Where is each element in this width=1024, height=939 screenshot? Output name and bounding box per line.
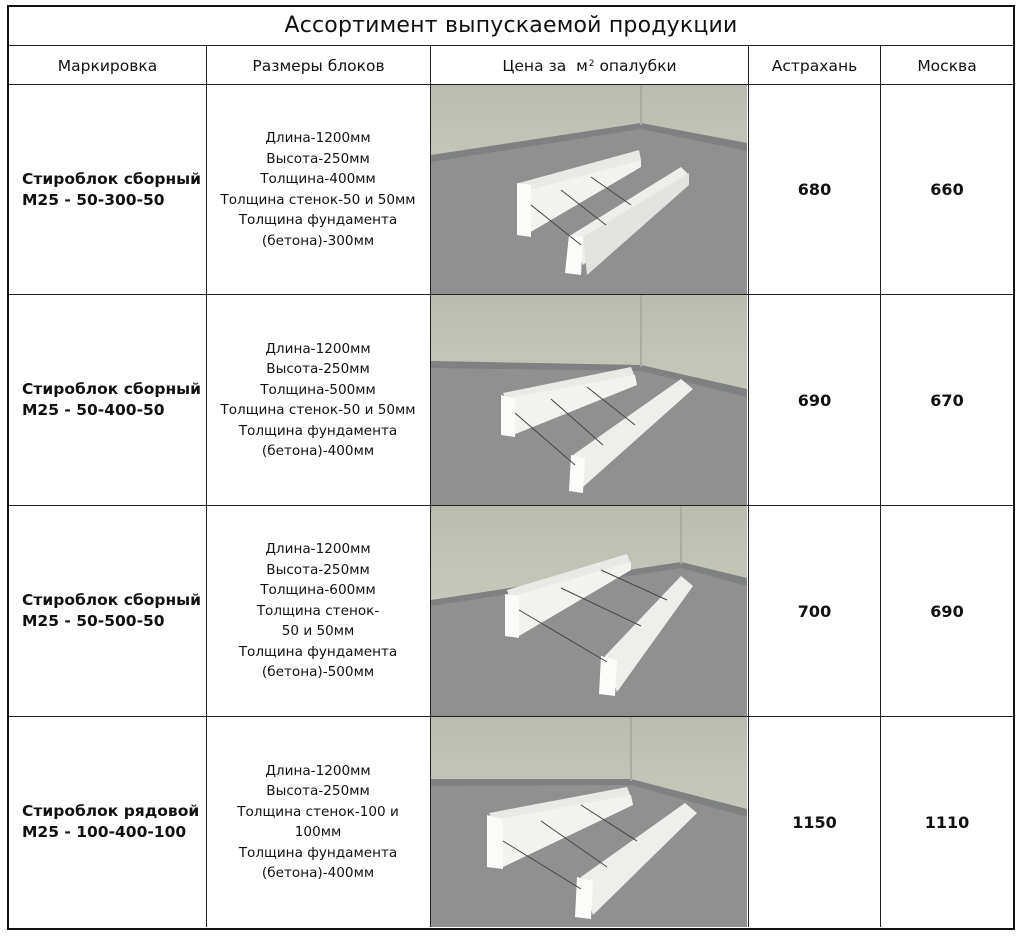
- page-title: Ассортимент выпускаемой продукции: [284, 12, 738, 38]
- header-price-sup: 2: [588, 58, 595, 69]
- dim-line: Длина-1200мм: [265, 130, 371, 146]
- dim-line: Толщина стенок-50 и 50мм: [220, 402, 416, 418]
- row-2-name: Стироблок сборный: [22, 380, 202, 398]
- row-2-marking: [22, 295, 204, 505]
- dim-line: Толщина-400мм: [260, 171, 376, 187]
- header-price: [431, 47, 748, 84]
- header-price-prefix: Цена за м: [502, 56, 588, 75]
- row-1-price-astrakhan: 680: [797, 180, 832, 199]
- row-3-photo: [431, 506, 747, 716]
- dim-line: Высота-250мм: [266, 783, 370, 799]
- dim-line: Толщина фундамента: [238, 212, 398, 228]
- row-3-code: М25 - 50-500-50: [22, 612, 165, 630]
- row-3-name: Стироблок сборный: [22, 591, 202, 609]
- dim-line: (бетона)-300мм: [261, 232, 375, 249]
- dim-line: Длина-1200мм: [265, 762, 371, 779]
- header-city-astrakhan: Астрахань: [771, 56, 858, 75]
- row-2-photo: [431, 295, 747, 505]
- dim-line: Толщина стенок-: [256, 602, 380, 619]
- dim-line: 50 и 50мм: [281, 623, 355, 640]
- header-price-suffix: опалубки: [594, 56, 677, 75]
- row-4-marking: [22, 717, 204, 927]
- row-1-code: М25 - 50-300-50: [22, 190, 165, 209]
- dim-line: Толщина стенок-100 и: [237, 803, 399, 820]
- row-1-price-moscow: 660: [930, 180, 964, 199]
- dim-line: Толщина стенок-50 и 50мм: [220, 191, 416, 208]
- formwork-block-photo: [431, 717, 747, 927]
- dim-line: Толщина фундамента: [238, 422, 398, 439]
- dim-line: Толщина фундамента: [238, 844, 398, 861]
- dim-line: (бетона)-400мм: [261, 865, 375, 881]
- row-4-price-moscow: 1110: [924, 812, 970, 832]
- row-2-code: М25 - 50-400-50: [22, 401, 165, 419]
- row-3-marking: [22, 506, 204, 716]
- row-4-name: Стироблок рядовой: [22, 802, 200, 820]
- row-2-price-moscow: 670: [930, 390, 964, 410]
- row-3-price-moscow: 690: [930, 601, 964, 621]
- dim-line: Высота-250мм: [266, 150, 370, 167]
- row-4-dimensions: [207, 717, 429, 927]
- dim-line: Длина-1200мм: [265, 340, 371, 357]
- row-1-dimensions: [207, 85, 429, 294]
- dim-line: Длина-1200мм: [265, 541, 371, 558]
- formwork-block-photo: [431, 295, 747, 505]
- row-3-dimensions: [207, 506, 429, 716]
- dim-line: Толщина-500мм: [260, 381, 376, 398]
- header-city-moscow: Москва: [917, 56, 977, 75]
- dim-line: (бетона)-400мм: [261, 443, 375, 459]
- row-1-name: Стироблок сборный: [22, 169, 202, 188]
- dim-line: Высота-250мм: [266, 561, 370, 578]
- row-3-price-astrakhan: 700: [797, 601, 832, 621]
- header-dimensions: Размеры блоков: [252, 56, 385, 75]
- row-4-price-astrakhan: 1150: [792, 812, 837, 832]
- row-2-dimensions: [207, 295, 429, 505]
- row-2-price-astrakhan: 690: [797, 390, 832, 410]
- dim-line: Толщина фундамента: [238, 643, 398, 660]
- dim-line: (бетона)-500мм: [261, 664, 375, 681]
- row-4-photo: [431, 717, 747, 927]
- dim-line: Высота-250мм: [266, 361, 370, 377]
- row-1-marking: [22, 85, 204, 294]
- dim-line: Толщина-600мм: [260, 582, 376, 599]
- formwork-block-photo: [431, 85, 747, 294]
- formwork-block-photo: [431, 506, 747, 716]
- dim-line: 100мм: [294, 824, 342, 840]
- row-1-photo: [431, 85, 747, 294]
- header-marking: Маркировка: [57, 56, 158, 75]
- row-4-code: М25 - 100-400-100: [22, 823, 187, 841]
- grid-line: [9, 45, 1013, 46]
